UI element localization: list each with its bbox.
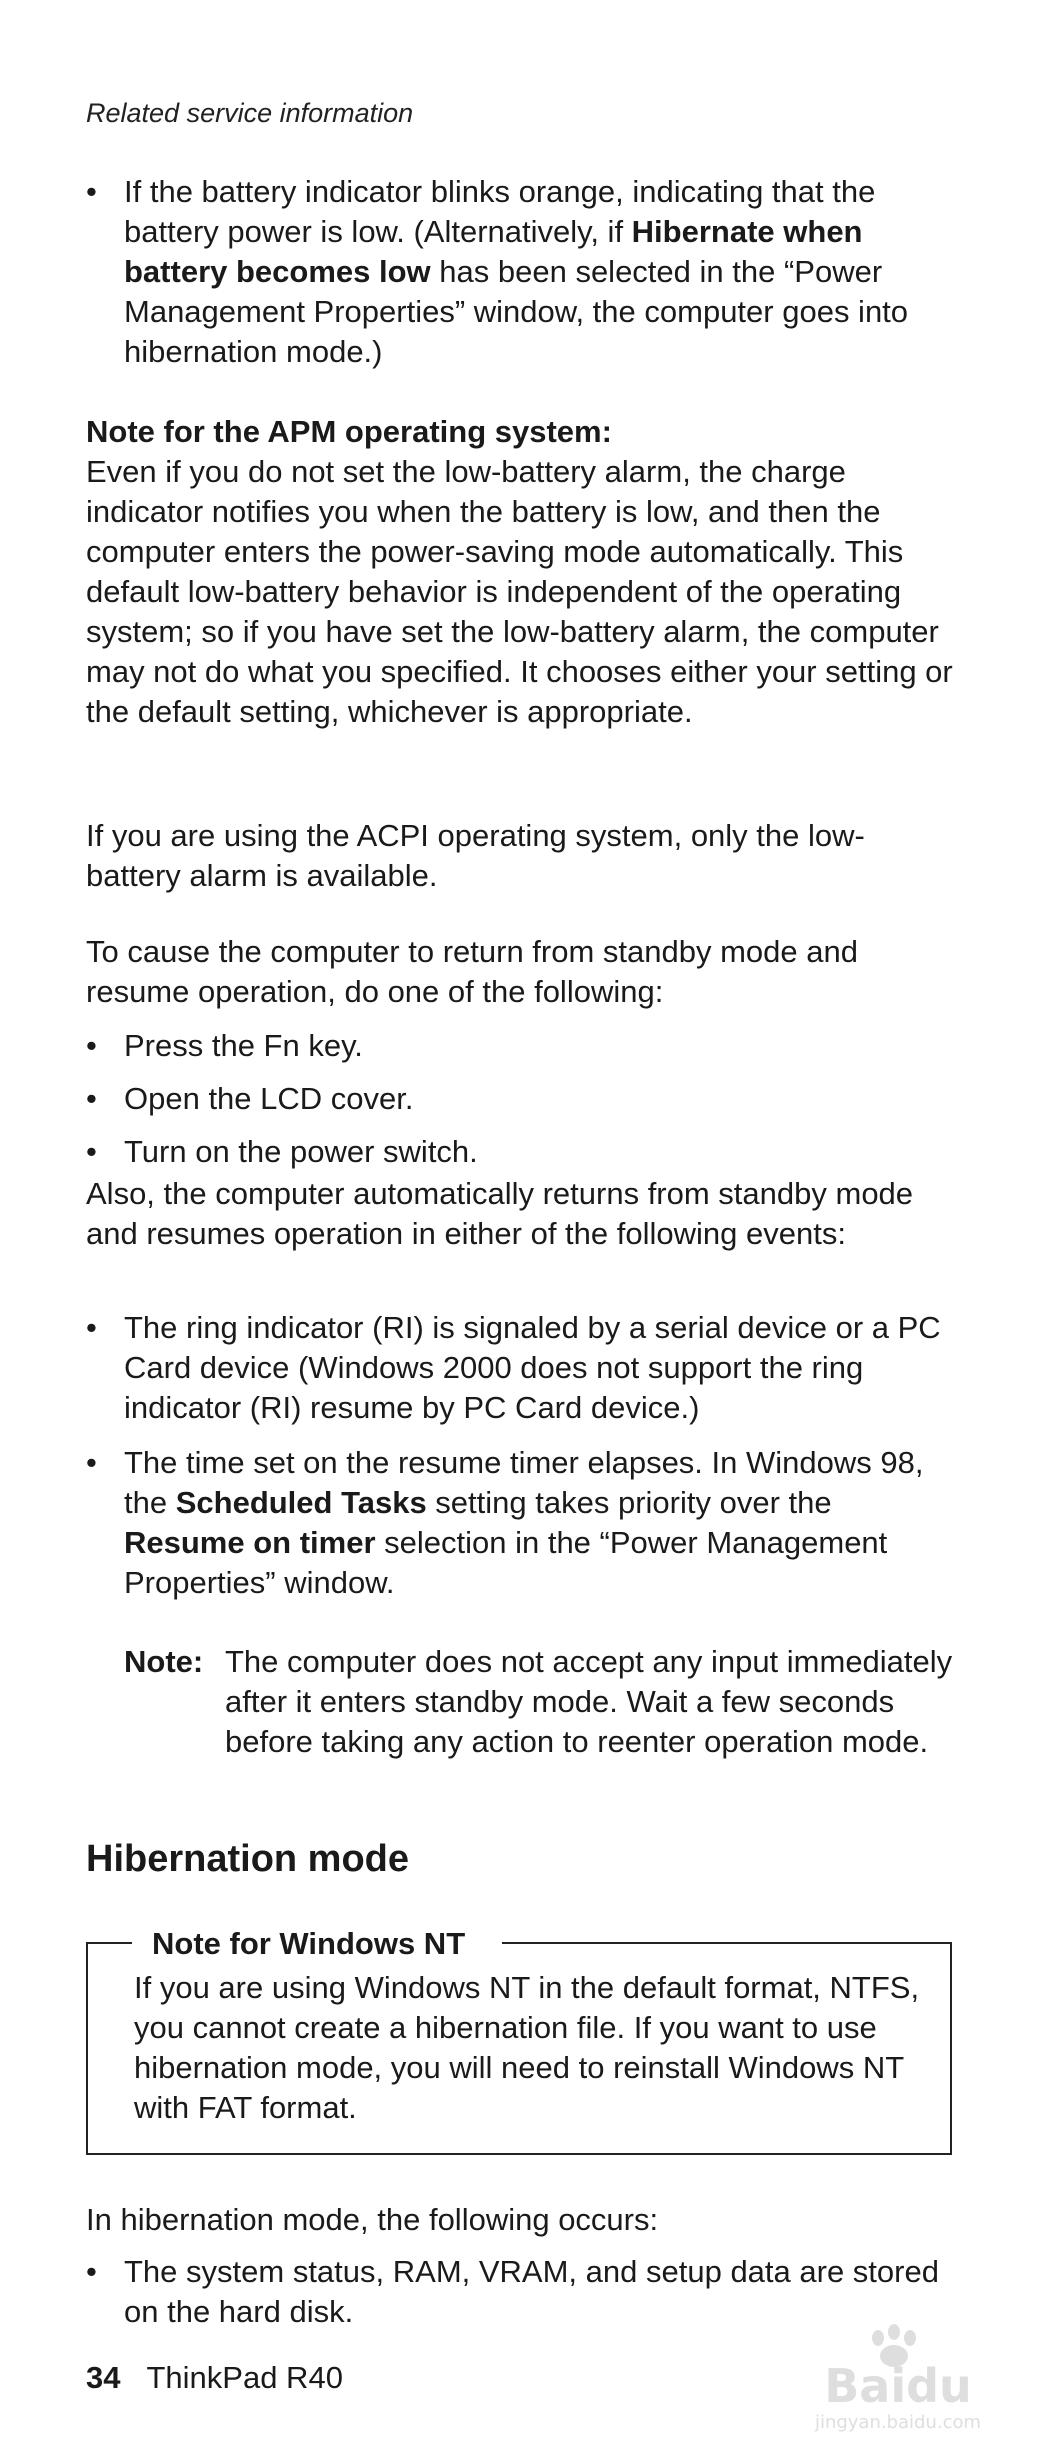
resume-steps-list xyxy=(86,1026,958,1172)
bold-term: Hibernate when battery becomes low xyxy=(124,214,863,289)
bold-term: Scheduled Tasks xyxy=(175,1485,427,1520)
apm-note-body: Even if you do not set the low-battery alarm, the charge indicator notifies you when the battery is low, and then the computer enters the power-saving mode automatically. This default low-battery behavior is independent of the operating system; so if you have set the low-battery alarm, the computer may not do what you specified. It chooses either your setting or the default setting, whichever is appropriate. xyxy=(86,454,953,729)
baidu-watermark-logo xyxy=(778,2316,1018,2436)
auto-resume-intro: Also, the computer automatically returns from standby mode and resumes operation in either of the following events: xyxy=(86,1176,914,1251)
list-item: • Press the Fn key. xyxy=(86,1028,363,1063)
list-item: • Turn on the power switch. xyxy=(86,1134,478,1169)
nt-note-title: Note for Windows NT xyxy=(152,1926,466,1961)
bold-term: Resume on timer xyxy=(124,1525,376,1560)
svg-text:Baidu: Baidu xyxy=(824,2359,972,2413)
svg-text:jingyan.baidu.com: jingyan.baidu.com xyxy=(814,2412,982,2433)
acpi-paragraph: If you are using the ACPI operating system, only the low-battery alarm is available. xyxy=(86,818,865,893)
section-heading: Hibernation mode xyxy=(86,1838,410,1880)
bullet-marker: • xyxy=(86,174,97,209)
hibernation-intro: In hibernation mode, the following occurs: xyxy=(86,2202,659,2237)
page-number: 34 xyxy=(86,2360,121,2395)
list-item: • Open the LCD cover. xyxy=(86,1081,414,1116)
note-label: Note: xyxy=(124,1644,204,1679)
page-footer xyxy=(86,2358,343,2398)
product-name: ThinkPad R40 xyxy=(146,2360,343,2395)
apm-note-heading: Note for the APM operating system: xyxy=(86,414,612,449)
box-top-rule-right xyxy=(502,1942,952,1944)
standby-note xyxy=(124,1642,958,1762)
box-top-rule-left xyxy=(86,1942,132,1944)
list-item: • If the battery indicator blinks orange, indicating that the battery power is low. (Alternatively, if Hibernate when battery becomes low has been selected in the “Power Management Properties” window, the computer goes into hibernation mode.) xyxy=(86,174,909,369)
running-head: Related service information xyxy=(86,98,414,128)
battery-indicator-bullet xyxy=(86,172,958,372)
resume-intro: To cause the computer to return from standby mode and resume operation, do one of the following: xyxy=(86,934,858,1009)
nt-note-body: If you are using Windows NT in the default format, NTFS, you cannot create a hibernation file. If you want to use hibernation mode, you will need to reinstall Windows NT with FAT format. xyxy=(134,1970,920,2125)
list-item: • The time set on the resume timer elapses. In Windows 98, the Scheduled Tasks setting takes priority over the Resume on timer selection in the “Power Management Properties” window. xyxy=(86,1445,924,1600)
resume-events-list xyxy=(86,1308,958,1603)
apm-note xyxy=(86,412,958,732)
note-text: The computer does not accept any input immediately after it enters standby mode. Wait a few seconds before taking any action to reenter operation mode. xyxy=(225,1644,953,1759)
list-item: • The ring indicator (RI) is signaled by a serial device or a PC Card device (Windows 2000 does not support the ring indicator (RI) resume by PC Card device.) xyxy=(86,1310,941,1425)
list-item: • The system status, RAM, VRAM, and setup data are stored on the hard disk. xyxy=(86,2254,939,2329)
